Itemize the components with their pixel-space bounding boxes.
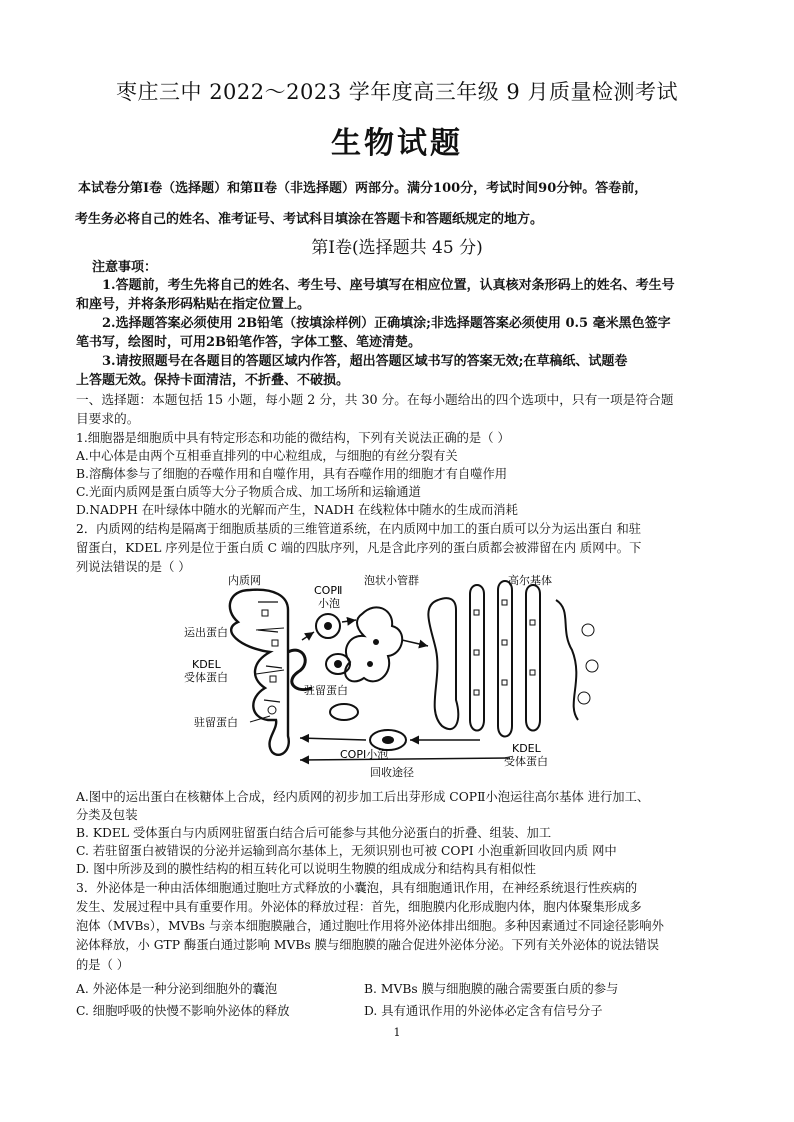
label-copii-1: COPⅡ	[314, 584, 343, 597]
golgi-cisterna-2	[470, 585, 484, 731]
exam-title: 枣庄三中 2022～2023 学年度高三年级 9 月质量检测考试	[116, 80, 678, 104]
q2-stem-1: 2．内质网的结构是隔离于细胞质基质的三维管道系统，在内质网中加工的蛋白质可以分为运出蛋白 和驻	[76, 522, 642, 536]
er-outline	[230, 590, 289, 755]
q1-option-d: D.NADPH 在叶绿体中随水的光解而产生，NADH 在线粒体中随水的生成而消耗	[76, 503, 518, 517]
q2-option-a-1: A.图中的运出蛋白在核糖体上合成，经内质网的初步加工后出芽形成 COPⅡ小泡运往高尔基体 进行加工、	[76, 790, 650, 804]
label-copii-2: 小泡	[318, 597, 340, 610]
er-golgi-transport-diagram	[180, 570, 620, 785]
q3-option-d: D. 具有通讯作用的外泌体必定含有信号分子	[364, 1004, 603, 1018]
label-resident-protein-mid: 驻留蛋白	[304, 684, 348, 697]
q1-option-a: A.中心体是由两个互相垂直排列的中心粒组成，与细胞的有丝分裂有关	[76, 449, 458, 463]
q2-option-c: C. 若驻留蛋白被错误的分泌并运输到高尔基体上，无须识别也可被 COPI 小泡重新回收回内质 网中	[76, 844, 617, 858]
pointer-export	[256, 628, 284, 630]
er-protein-4	[268, 706, 276, 714]
middle-vesicle-cargo	[334, 660, 342, 668]
copi-cargo	[382, 736, 394, 744]
arrow-er-copii	[302, 632, 314, 640]
label-golgi: 高尔基体	[508, 574, 552, 587]
label-kdel-right-1: KDEL	[512, 742, 541, 755]
er-protein-1	[262, 610, 268, 616]
golgi-cisterna-5	[556, 600, 578, 720]
golgi-cisterna-4	[526, 585, 540, 731]
er-protein-3	[270, 676, 276, 682]
subject-title: 生物试题	[331, 126, 463, 161]
q3-stem-5: 的是（ ）	[76, 958, 130, 972]
section-1-title: 第Ⅰ卷(选择题共 45 分)	[311, 238, 483, 258]
arrow-cluster-golgi	[402, 640, 428, 646]
page-number: 1	[393, 1026, 401, 1039]
label-recycle: 回收途径	[370, 766, 414, 779]
label-copi: COPⅠ小泡	[340, 748, 389, 761]
q3-stem-2: 发生、发展过程中具有重要作用。外泌体的释放过程：首先，细胞膜内化形成胞内体，胞内体聚集形成多	[76, 900, 642, 914]
notice-item-1a: 1.答题前，考生先将自己的姓名、考生号、座号填写在相应位置，认真核对条形码上的姓名、考生号	[102, 278, 675, 293]
part1-instructions-2: 目要求的。	[76, 411, 140, 426]
q2-option-b: B. KDEL 受体蛋白与内质网驻留蛋白结合后可能参与其他分泌蛋白的折叠、组装、加工	[76, 826, 552, 840]
notice-item-3a: 3.请按照题号在各题目的答题区域内作答，超出答题区域书写的答案无效;在草稿纸、试题卷	[102, 354, 628, 369]
intro-line-1: 本试卷分第Ⅰ卷（选择题）和第Ⅱ卷（非选择题）两部分。满分100分，考试时间90分钟。答卷前，	[78, 181, 648, 196]
q3-stem-1: 3．外泌体是一种由活体细胞通过胞吐方式释放的小囊泡，具有细胞通讯作用，在神经系统退行性疾病的	[76, 881, 638, 895]
q3-option-a: A. 外泌体是一种分泌到细胞外的囊泡	[76, 982, 278, 996]
cluster-dot-2	[367, 661, 373, 667]
q2-option-a-2: 分类及包装	[76, 808, 138, 822]
notice-item-2a: 2.选择题答案必须使用 2B铅笔（按填涂样例）正确填涂;非选择题答案必须使用 0.5 毫米黑色签字	[102, 316, 671, 331]
q3-stem-4: 泌体释放，小 GTP 酶蛋白通过影响 MVBs 膜与细胞膜的融合促进外泌体分泌。下列有关外泌体的说法错误	[76, 938, 659, 952]
er-protein-2	[272, 640, 278, 646]
q1-stem: 1.细胞器是细胞质中具有特定形态和功能的微结构，下列有关说法正确的是（ ）	[76, 431, 510, 445]
arrow-recycle	[300, 758, 510, 760]
q1-option-b: B.溶酶体参与了细胞的吞噬作用和自噬作用，具有吞噬作用的细胞才有自噬作用	[76, 467, 508, 481]
notice-item-2b: 笔书写，绘图时，可用2B铅笔作答，字体工整、笔迹清楚。	[76, 335, 422, 350]
q2-stem-3: 列说法错误的是（ ）	[76, 560, 191, 574]
copi-vesicle-2	[330, 704, 358, 720]
q1-option-c: C.光面内质网是蛋白质等大分子物质合成、加工场所和运输通道	[76, 485, 421, 499]
pointer-kdel	[256, 670, 284, 674]
q2-stem-2: 留蛋白，KDEL 序列是位于蛋白质 C 端的四肽序列，凡是含此序列的蛋白质都会被滞留在内 质网中。下	[76, 541, 642, 555]
intro-line-2: 考生务必将自己的姓名、准考证号、考试科目填涂在答题卡和答题纸规定的地方。	[75, 212, 544, 227]
label-kdel-receptor-1: KDEL	[192, 658, 221, 671]
label-resident-protein: 驻留蛋白	[194, 716, 238, 729]
part1-instructions-1: 一、选择题：本题包括 15 小题，每小题 2 分，共 30 分。在每小题给出的四个选项中，只有一项是符合题	[76, 392, 674, 407]
label-kdel-right-2: 受体蛋白	[504, 755, 548, 768]
q3-stem-3: 泡体（MVBs），MVBs 与亲本细胞膜融合，通过胞吐作用将外泌体排出细胞。多种因素通过不同途径影响外	[76, 919, 664, 933]
arrow-copi-er	[300, 738, 366, 740]
q2-option-d: D. 图中所涉及到的膜性结构的相互转化可以说明生物膜的组成成分和结构具有相似性	[76, 862, 536, 876]
notice-item-3b: 上答题无效。保持卡面清洁，不折叠、不破损。	[76, 373, 350, 388]
copii-cargo	[324, 622, 332, 630]
label-er: 内质网	[228, 574, 261, 587]
q3-option-b: B. MVBs 膜与细胞膜的融合需要蛋白质的参与	[364, 982, 619, 996]
label-export-protein: 运出蛋白	[184, 626, 228, 639]
golgi-cisterna-3	[498, 581, 512, 737]
cluster-dot-1	[373, 639, 379, 645]
vesicular-tubular-cluster	[345, 607, 402, 681]
q3-option-c: C. 细胞呼吸的快慢不影响外泌体的释放	[76, 1004, 290, 1018]
label-kdel-receptor-2: 受体蛋白	[184, 671, 228, 684]
notice-heading: 注意事项：	[92, 260, 158, 275]
label-vesicle-cluster: 泡状小管群	[364, 574, 419, 587]
notice-item-1b: 和座号，并将条形码粘贴在指定位置上。	[76, 297, 311, 312]
golgi-cisterna-1	[428, 598, 458, 729]
arrow-copii-cluster	[342, 620, 356, 622]
